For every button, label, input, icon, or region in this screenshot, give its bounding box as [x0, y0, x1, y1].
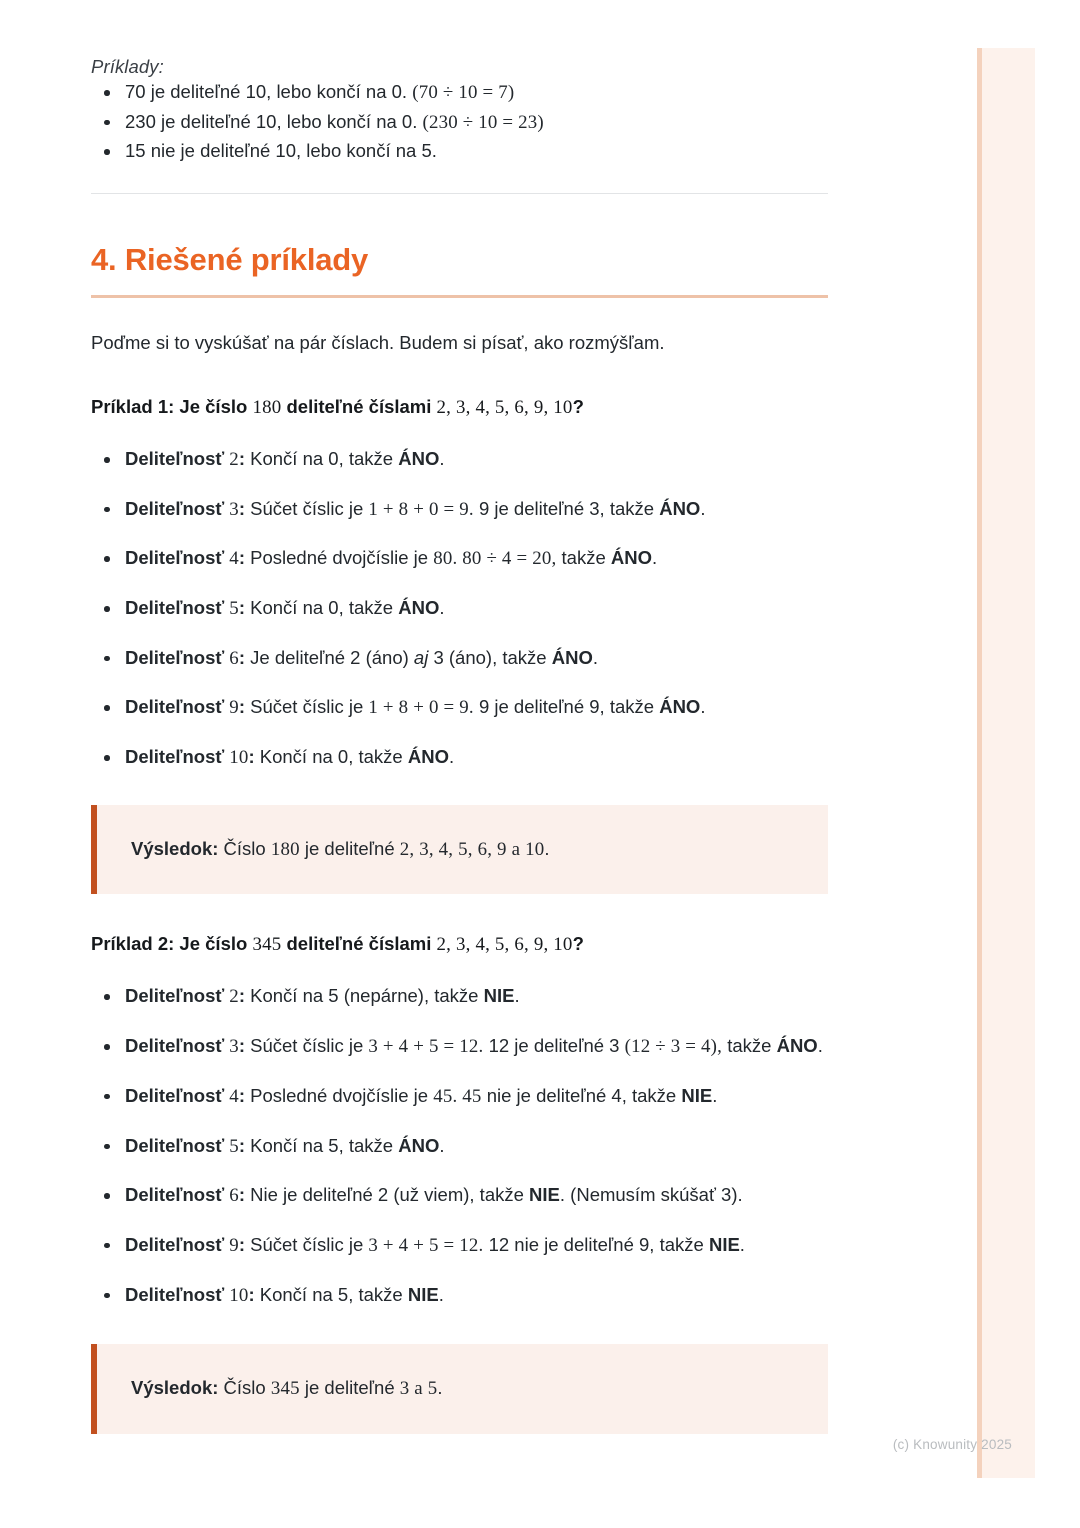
step-text-end: . — [712, 1084, 718, 1106]
result-label: Výsledok: — [131, 837, 219, 859]
list-item — [91, 137, 831, 165]
right-edge-accent-line — [977, 48, 982, 1478]
step-verdict: ÁNO — [659, 497, 701, 519]
question-prefix: Príklad 1: Je číslo — [91, 395, 253, 417]
step-label: Deliteľnosť — [125, 696, 225, 718]
step-divisor: 2 — [229, 449, 239, 471]
step-text-mid: 9 je deliteľné 9, takže — [473, 696, 660, 718]
step-colon: : — [238, 497, 245, 519]
step-divisor: 9 — [229, 1234, 239, 1256]
step-divisor: 2 — [229, 986, 239, 1008]
step-label: Deliteľnosť — [125, 1084, 225, 1106]
step-text-tail: takže — [722, 1035, 777, 1057]
step-math: 1 + 8 + 0 = 9. — [368, 498, 474, 520]
step-label: Deliteľnosť — [125, 497, 225, 519]
list-item — [91, 108, 831, 138]
bullet-math: (230 ÷ 10 = 23) — [422, 111, 544, 133]
step-verdict: NIE — [483, 985, 515, 1007]
step-math: 3 + 4 + 5 = 12. — [368, 1036, 484, 1058]
step-colon: : — [238, 646, 245, 668]
step-text: Končí na 5 (nepárne), takže — [245, 985, 484, 1007]
result-divisor-list: 3 a 5 — [399, 1378, 438, 1400]
step-text: Končí na 5, takže — [254, 1283, 408, 1305]
list-item — [91, 1231, 831, 1261]
list-item — [91, 1132, 831, 1162]
step-divisor: 4 — [229, 1085, 239, 1107]
step-verdict: ÁNO — [398, 597, 440, 619]
step-text-end: . — [652, 547, 658, 569]
step-text-end: . — [514, 985, 520, 1007]
question-divisor-list: 2, 3, 4, 5, 6, 9, 10 — [436, 396, 573, 418]
step-divisor: 10 — [229, 1284, 249, 1306]
step-verdict: ÁNO — [407, 746, 449, 768]
step-colon: : — [238, 448, 245, 470]
question-suffix: ? — [572, 933, 584, 955]
step-divisor: 5 — [229, 1135, 239, 1157]
step-text: Nie je deliteľné 2 (už viem), takže — [245, 1184, 530, 1206]
result-number: 180 — [270, 838, 300, 860]
step-colon: : — [238, 1084, 245, 1106]
list-item — [91, 594, 831, 624]
step-colon: : — [238, 985, 245, 1007]
step-colon: : — [238, 1184, 245, 1206]
step-divisor: 5 — [229, 598, 239, 620]
step-colon: : — [248, 746, 255, 768]
list-item — [91, 644, 831, 674]
step-text-end: . — [592, 646, 598, 668]
step-divisor: 10 — [229, 747, 249, 769]
step-colon: : — [238, 597, 245, 619]
list-item — [91, 1082, 831, 1112]
step-verdict: NIE — [681, 1084, 713, 1106]
step-text-end: . — [817, 1035, 823, 1057]
step-label: Deliteľnosť — [125, 746, 225, 768]
question-number: 345 — [252, 934, 282, 956]
step-divisor: 3 — [229, 1036, 239, 1058]
step-label: Deliteľnosť — [125, 1134, 225, 1156]
step-text-end: . — [438, 1283, 444, 1305]
question-middle: deliteľné číslami — [281, 395, 437, 417]
step-math: 1 + 8 + 0 = 9. — [368, 697, 474, 719]
result-text-mid: je deliteľné — [299, 837, 400, 859]
step-text-mid: 12 je deliteľné 3 — [483, 1035, 625, 1057]
list-item — [91, 78, 831, 108]
section-lead-text: Poďme si to vyskúšať na pár číslach. Budem si písať, ako rozmýšľam. — [91, 331, 665, 353]
step-verdict: ÁNO — [398, 448, 440, 470]
example-1-result-callout — [91, 805, 828, 894]
step-colon: : — [238, 1233, 245, 1255]
bullet-math: (70 ÷ 10 = 7) — [412, 82, 515, 103]
question-number: 180 — [252, 396, 282, 418]
step-label: Deliteľnosť — [125, 448, 225, 470]
step-text: Súčet číslic je — [245, 1233, 369, 1255]
step-verdict: NIE — [407, 1283, 439, 1305]
step-verdict: NIE — [708, 1233, 740, 1255]
examples-label: Príklady: — [91, 56, 164, 77]
step-text: Je deliteľné 2 (áno) — [245, 646, 414, 668]
step-math: 80. 80 ÷ 4 = 20, — [433, 548, 557, 570]
bullet-text: 230 je deliteľné 10, lebo končí na 0. — [125, 110, 423, 132]
step-colon: : — [248, 1283, 255, 1305]
step-math-alt: (12 ÷ 3 = 4), — [624, 1036, 723, 1058]
step-text: Posledné dvojčíslie je — [245, 1084, 434, 1106]
step-text-end: . (Nemusím skúšať 3). — [559, 1184, 743, 1206]
step-math: 45. 45 — [433, 1085, 482, 1107]
step-label: Deliteľnosť — [125, 1283, 225, 1305]
list-item — [91, 544, 831, 574]
step-label: Deliteľnosť — [125, 646, 225, 668]
result-divisor-list: 2, 3, 4, 5, 6, 9 a 10 — [399, 838, 545, 860]
list-item — [91, 1181, 831, 1211]
list-item — [91, 1032, 831, 1062]
list-item — [91, 1281, 831, 1311]
list-item — [91, 693, 831, 723]
result-text: Číslo — [218, 837, 271, 859]
example-2-steps — [91, 982, 831, 1310]
result-number: 345 — [270, 1378, 300, 1400]
step-math: 3 + 4 + 5 = 12. — [368, 1234, 484, 1256]
step-text-end: . — [448, 746, 455, 768]
step-text: Posledné dvojčíslie je — [245, 547, 434, 569]
result-text-mid: je deliteľné — [299, 1377, 400, 1399]
step-text-end: . — [439, 1134, 445, 1156]
step-colon: : — [238, 547, 245, 569]
question-prefix: Príklad 2: Je číslo — [91, 933, 253, 955]
heading-underline — [91, 295, 828, 298]
result-label: Výsledok: — [131, 1377, 219, 1399]
step-text-mid: 12 nie je deliteľné 9, takže — [483, 1233, 709, 1255]
step-text-end: . — [739, 1233, 745, 1255]
step-text-end: . — [439, 597, 445, 619]
step-text: Končí na 5, takže — [245, 1134, 399, 1156]
step-divisor: 6 — [229, 1185, 239, 1207]
step-divisor: 3 — [229, 498, 239, 520]
step-emphasis: aj — [413, 646, 429, 668]
step-verdict: ÁNO — [659, 696, 701, 718]
result-text-end: . — [544, 837, 550, 859]
step-verdict: ÁNO — [776, 1035, 818, 1057]
step-divisor: 6 — [229, 647, 239, 669]
step-divisor: 9 — [229, 697, 239, 719]
example-1-question — [91, 393, 831, 422]
intro-bullet-list — [91, 78, 831, 165]
question-middle: deliteľné číslami — [281, 933, 437, 955]
step-colon: : — [238, 696, 245, 718]
step-text-mid: nie je deliteľné 4, takže — [481, 1084, 682, 1106]
result-text-end: . — [437, 1377, 443, 1399]
step-verdict: ÁNO — [610, 547, 653, 569]
list-item — [91, 743, 831, 773]
step-label: Deliteľnosť — [125, 547, 225, 569]
right-edge-panel — [977, 48, 1035, 1478]
step-text: Súčet číslic je — [245, 696, 369, 718]
question-suffix: ? — [572, 395, 584, 417]
step-divisor: 4 — [229, 548, 239, 570]
bullet-text: 15 nie je deliteľné 10, lebo končí na 5. — [125, 140, 437, 162]
step-label: Deliteľnosť — [125, 985, 225, 1007]
step-label: Deliteľnosť — [125, 1233, 225, 1255]
section-divider — [91, 193, 828, 194]
step-text-mid: takže — [556, 547, 611, 569]
step-text: Súčet číslic je — [245, 497, 369, 519]
example-2-result-callout — [91, 1344, 828, 1433]
result-text: Číslo — [218, 1377, 271, 1399]
step-text: Súčet číslic je — [245, 1035, 369, 1057]
step-text-end: . — [700, 696, 706, 718]
step-text-end: . — [439, 448, 445, 470]
list-item — [91, 445, 831, 475]
example-2-question — [91, 930, 831, 959]
question-divisor-list: 2, 3, 4, 5, 6, 9, 10 — [436, 934, 573, 956]
step-verdict: ÁNO — [398, 1134, 440, 1156]
step-verdict: NIE — [529, 1184, 560, 1206]
step-label: Deliteľnosť — [125, 597, 225, 619]
step-text-end: . — [700, 497, 706, 519]
step-label: Deliteľnosť — [125, 1184, 225, 1206]
step-text-mid: 9 je deliteľné 3, takže — [473, 497, 660, 519]
document-content — [91, 0, 831, 1434]
step-label: Deliteľnosť — [125, 1035, 225, 1057]
step-text-mid: 3 (áno), takže — [428, 646, 552, 668]
step-text: Končí na 0, takže — [254, 746, 408, 768]
step-text: Končí na 0, takže — [245, 448, 399, 470]
step-colon: : — [238, 1134, 245, 1156]
bullet-text: 70 je deliteľné 10, lebo končí na 0. — [125, 81, 413, 102]
page-title: 4. Riešené príklady — [91, 242, 369, 278]
example-1-steps — [91, 445, 831, 773]
list-item — [91, 495, 831, 525]
step-colon: : — [238, 1035, 245, 1057]
step-text: Končí na 0, takže — [245, 597, 399, 619]
list-item — [91, 982, 831, 1012]
step-verdict: ÁNO — [551, 646, 593, 668]
copyright-watermark: (c) Knowunity 2025 — [892, 1437, 1012, 1452]
